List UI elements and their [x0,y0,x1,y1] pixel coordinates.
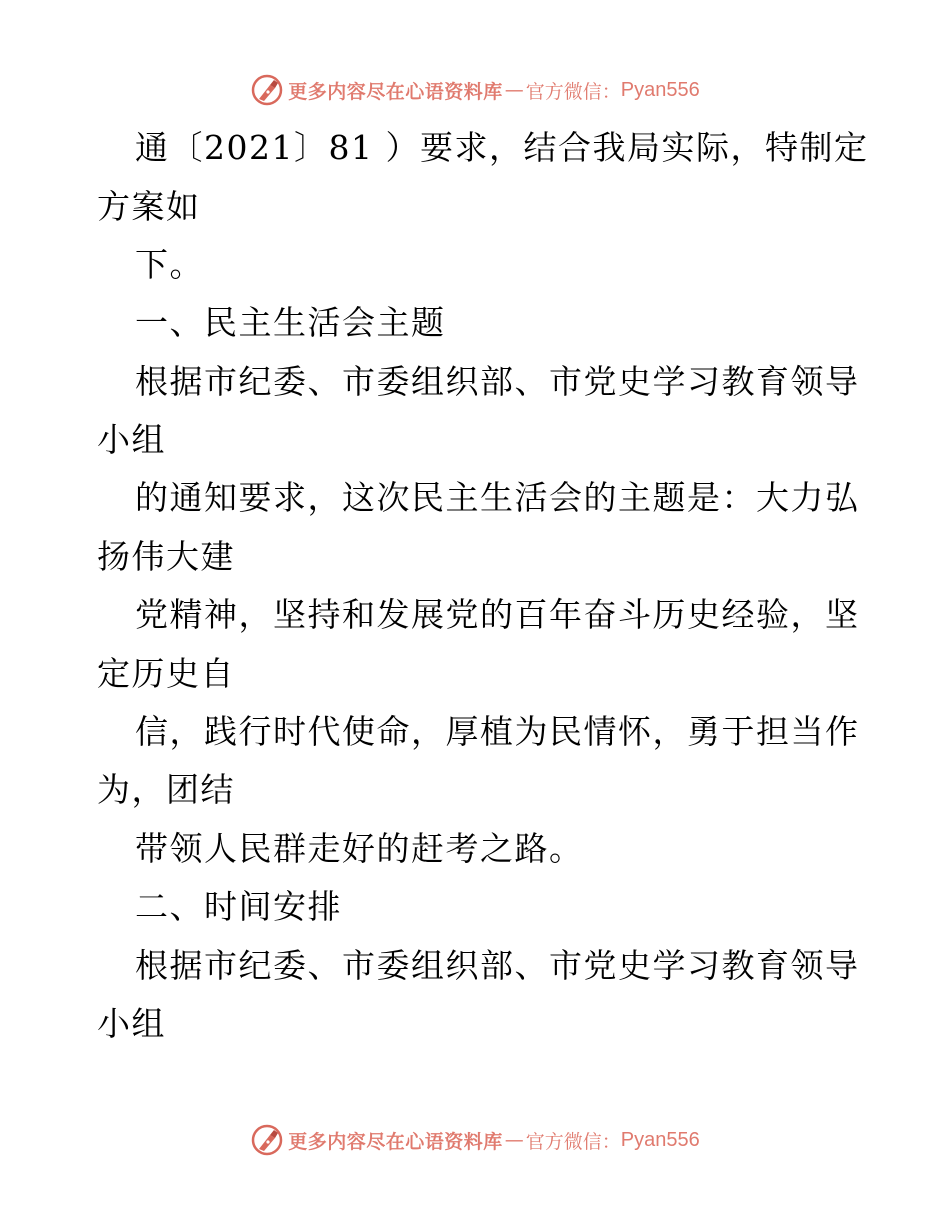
text-line: 方案如 [97,187,201,226]
text-line: 信，践行时代使命，厚植为民情怀，勇于担当作 [135,712,860,751]
section-heading: 一、民主生活会主题 [135,303,446,342]
text-line: 扬伟大建 [97,537,235,576]
text-line: 通〔2021〕81 ）要求，结合我局实际，特制定 [135,128,869,167]
text-line: 为，团结 [97,770,235,809]
watermark-dash: — [504,1129,524,1151]
watermark-text: 更多内容尽在心语资料库 [288,80,503,103]
watermark-wechat-id: Pyan556 [620,1128,700,1151]
footer-watermark [0,1120,950,1160]
header-watermark [0,70,950,110]
text-line: 的通知要求，这次民主生活会的主题是：大力弘 [135,478,860,517]
watermark-dash: — [504,79,524,101]
text-line: 小组 [97,1004,166,1043]
text-line: 定历史自 [97,654,235,693]
text-line: 根据市纪委、市委组织部、市党史学习教育领导 [135,946,860,985]
text-line: 党精神，坚持和发展党的百年奋斗历史经验，坚 [135,595,860,634]
text-line: 下。 [135,245,204,284]
text-line: 带领人民群走好的赶考之路。 [135,829,584,868]
watermark-text: 更多内容尽在心语资料库 [288,1130,503,1153]
section-heading: 二、时间安排 [135,887,342,926]
text-line: 根据市纪委、市委组织部、市党史学习教育领导 [135,362,860,401]
watermark-wechat-id: Pyan556 [620,78,700,101]
pen-nib-logo-icon [250,1123,284,1157]
watermark-official-label: 官方微信： [525,1130,621,1153]
pen-nib-logo-icon [250,73,284,107]
watermark-official-label: 官方微信： [525,80,621,103]
text-line: 小组 [97,420,166,459]
